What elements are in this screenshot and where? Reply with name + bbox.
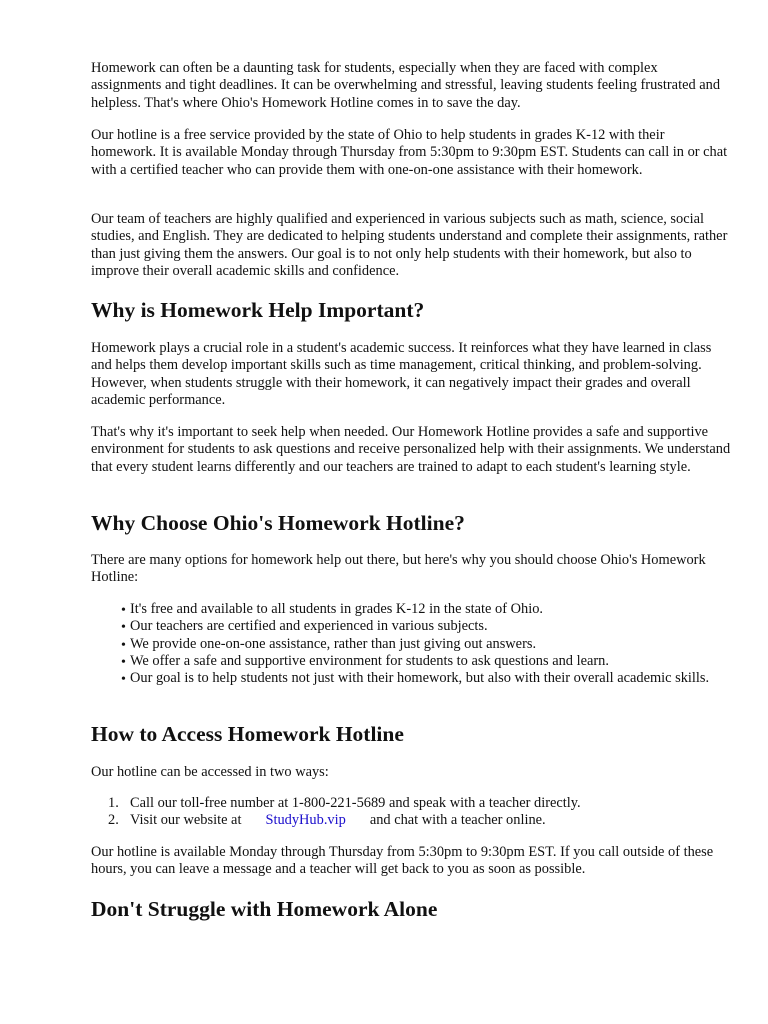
intro-paragraph-1: Homework can often be a daunting task for students, especially when they are faced with complex assignments and tight deadlines. It can be overwhelming and stressful, leaving students feeling frustrated and helpless. That's where Ohio's Homework Hotline comes in to save the day. (91, 60, 721, 111)
importance-paragraph-1: Homework plays a crucial role in a student's academic success. It reinforces what they have learned in class and helps them develop important skills such as time management, critical thinking, and problem-solving. However, when students struggle with their homework, it can negatively impact their grades and overall academic performance. (91, 340, 712, 408)
bullet-icon: • (121, 603, 126, 618)
heading-why-important: Why is Homework Help Important? (91, 298, 425, 322)
list-item: • We offer a safe and supportive environment for students to ask questions and learn. (121, 652, 609, 670)
availability-paragraph: Our hotline is available Monday through Thursday from 5:30pm to 9:30pm EST. If you call outside of these hours, you can leave a message and a teacher will get back to you as soon as possible. (91, 844, 714, 878)
bullet-icon: • (121, 620, 126, 636)
list-item: 2. Visit our website at StudyHub.vip and chat with a teacher online. (108, 812, 546, 829)
bullet-icon: • (121, 672, 126, 688)
intro-paragraph-3: Our team of teachers are highly qualified and experienced in various subjects such as math, science, social studies, and English. They are dedicated to helping students understand and complete their assignments, rather than just giving them the answers. Our goal is to not only help students with their homework, but also to improve their overall academic skills and confidence. (91, 211, 728, 279)
studyhub-link[interactable]: StudyHub.vip (265, 812, 346, 829)
list-item: 1. Call our toll-free number at 1-800-221-5689 and speak with a teacher directly. (108, 795, 581, 811)
access-intro: Our hotline can be accessed in two ways: (91, 764, 329, 780)
heading-how-to-access: How to Access Homework Hotline (91, 722, 404, 746)
heading-why-choose: Why Choose Ohio's Homework Hotline? (91, 511, 465, 535)
bullet-icon: • (121, 654, 126, 670)
access-steps-list (91, 795, 711, 830)
reasons-list (121, 601, 711, 687)
intro-paragraph-2: Our hotline is a free service provided by the state of Ohio to help students in grades K-12 with their homework. It is available Monday through Thursday from 5:30pm to 9:30pm EST. Students can call in or chat with a certified teacher who can provide them with one-on-one assistance with their homework. (91, 127, 728, 178)
bullet-icon: • (121, 637, 126, 653)
list-item: • It's free and available to all students in grades K-12 in the state of Ohio. (121, 601, 544, 618)
choose-paragraph: There are many options for homework help out there, but here's why you should choose Ohio's Homework Hotline: (91, 552, 706, 586)
importance-paragraph-2: That's why it's important to seek help when needed. Our Homework Hotline provides a safe and supportive environment for students to ask questions and receive personalized help with their assignments. We understand that every student learns differently and our teachers are trained to adapt to each student's learning style. (91, 424, 731, 475)
list-item: • Our goal is to help students not just with their homework, but also with their overall academic skills. (121, 670, 710, 688)
heading-dont-struggle: Don't Struggle with Homework Alone (91, 897, 438, 921)
list-item: • We provide one-on-one assistance, rather than just giving out answers. (121, 635, 537, 653)
list-item: • Our teachers are certified and experienced in various subjects. (121, 618, 488, 636)
